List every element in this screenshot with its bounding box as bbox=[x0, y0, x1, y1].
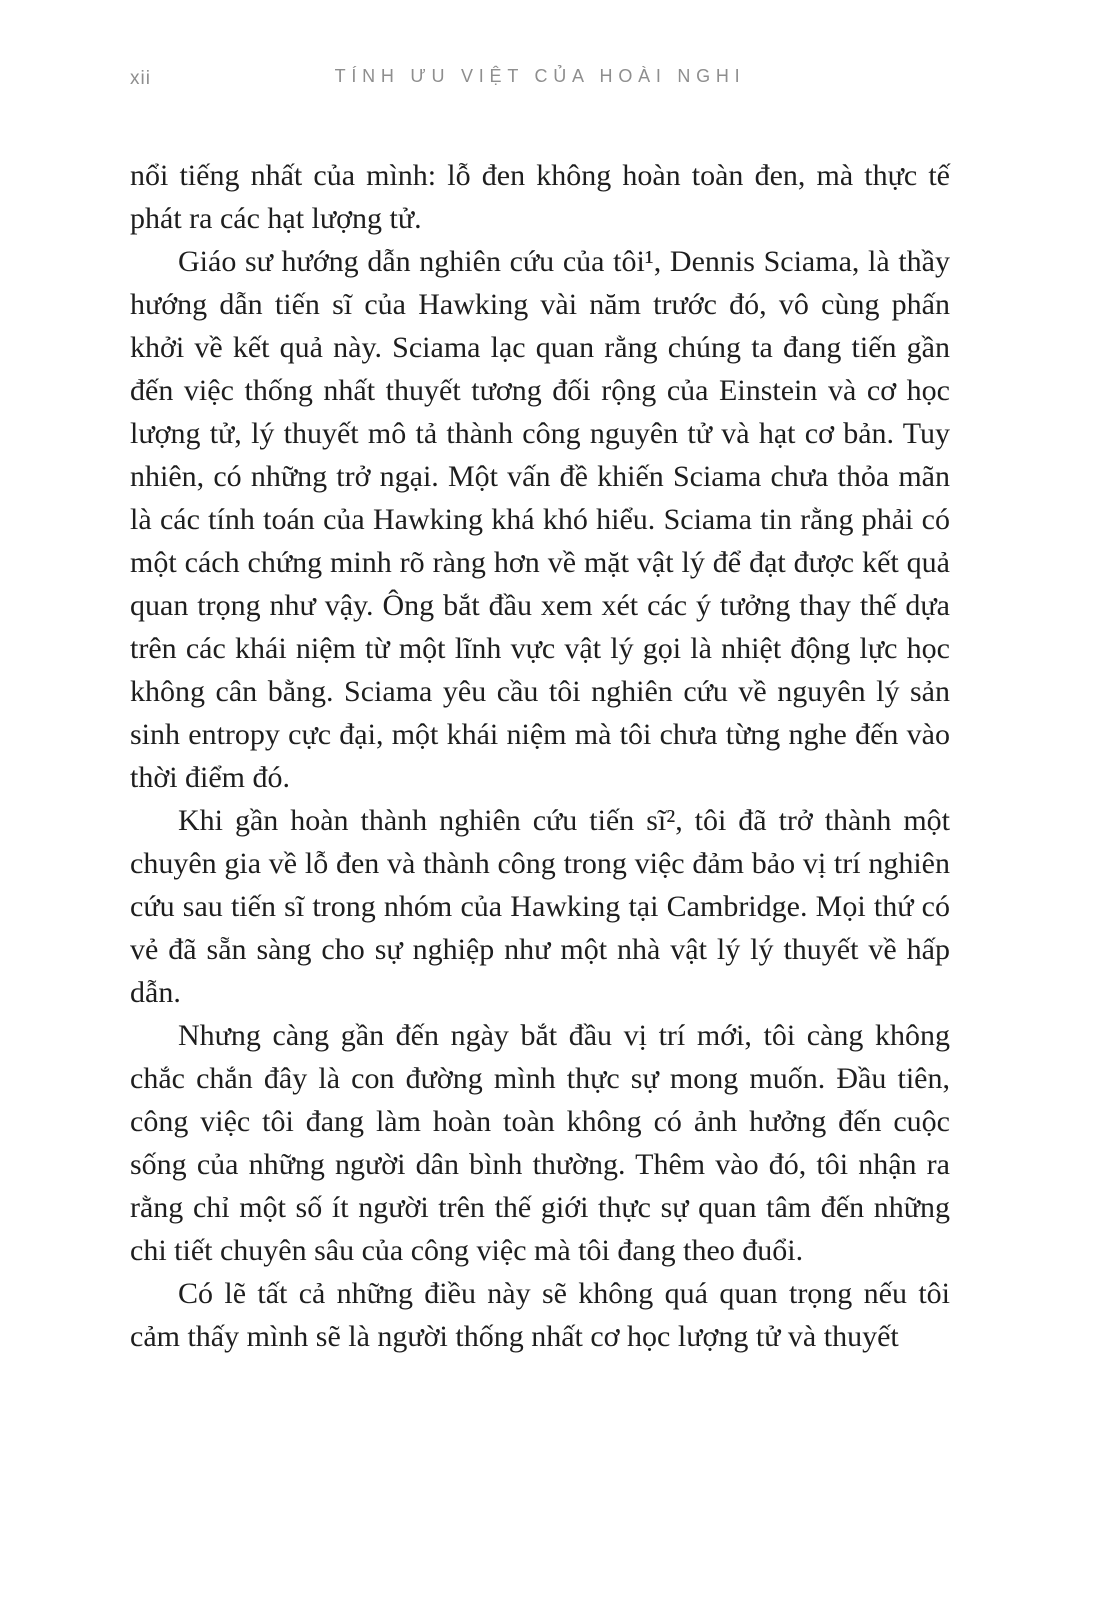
paragraph: Có lẽ tất cả những điều này sẽ không quá quan trọng nếu tôi cảm thấy mình sẽ là người thống nhất cơ học lượng tử và thuyết bbox=[130, 1277, 950, 1353]
page-number: xii bbox=[130, 68, 151, 89]
page-body bbox=[130, 154, 950, 1358]
paragraph: Nhưng càng gần đến ngày bắt đầu vị trí mới, tôi càng không chắc chắn đây là con đường mình thực sự mong muốn. Đầu tiên, công việc tôi đang làm hoàn toàn không có ảnh hưởng đến cuộc sống của những người dân bình thường. Thêm vào đó, tôi nhận ra rằng chỉ một số ít người trên thế giới thực sự quan tâm đến những chi tiết chuyên sâu của công việc mà tôi đang theo đuổi. bbox=[130, 1019, 950, 1267]
paragraph: nổi tiếng nhất của mình: lỗ đen không hoàn toàn đen, mà thực tế phát ra các hạt lượng tử. bbox=[130, 159, 950, 235]
paragraph: Giáo sư hướng dẫn nghiên cứu của tôi¹, Dennis Sciama, là thầy hướng dẫn tiến sĩ của Hawking vài năm trước đó, vô cùng phấn khởi về kết quả này. Sciama lạc quan rằng chúng ta đang tiến gần đến việc thống nhất thuyết tương đối rộng của Einstein và cơ học lượng tử, lý thuyết mô tả thành công nguyên tử và hạt cơ bản. Tuy nhiên, có những trở ngại. Một vấn đề khiến Sciama chưa thỏa mãn là các tính toán của Hawking khá khó hiểu. Sciama tin rằng phải có một cách chứng minh rõ ràng hơn về mặt vật lý để đạt được kết quả quan trọng như vậy. Ông bắt đầu xem xét các ý tưởng thay thế dựa trên các khái niệm từ một lĩnh vực vật lý gọi là nhiệt động lực học không cân bằng. Sciama yêu cầu tôi nghiên cứu về nguyên lý sản sinh entropy cực đại, một khái niệm mà tôi chưa từng nghe đến vào thời điểm đó. bbox=[130, 245, 950, 794]
paragraph: Khi gần hoàn thành nghiên cứu tiến sĩ², tôi đã trở thành một chuyên gia về lỗ đen và thành công trong việc đảm bảo vị trí nghiên cứu sau tiến sĩ trong nhóm của Hawking tại Cambridge. Mọi thứ có vẻ đã sẵn sàng cho sự nghiệp như một nhà vật lý lý thuyết về hấp dẫn. bbox=[130, 804, 950, 1009]
running-title: TÍNH ƯU VIỆT CỦA HOÀI NGHI bbox=[334, 66, 746, 86]
page-header bbox=[130, 66, 950, 98]
